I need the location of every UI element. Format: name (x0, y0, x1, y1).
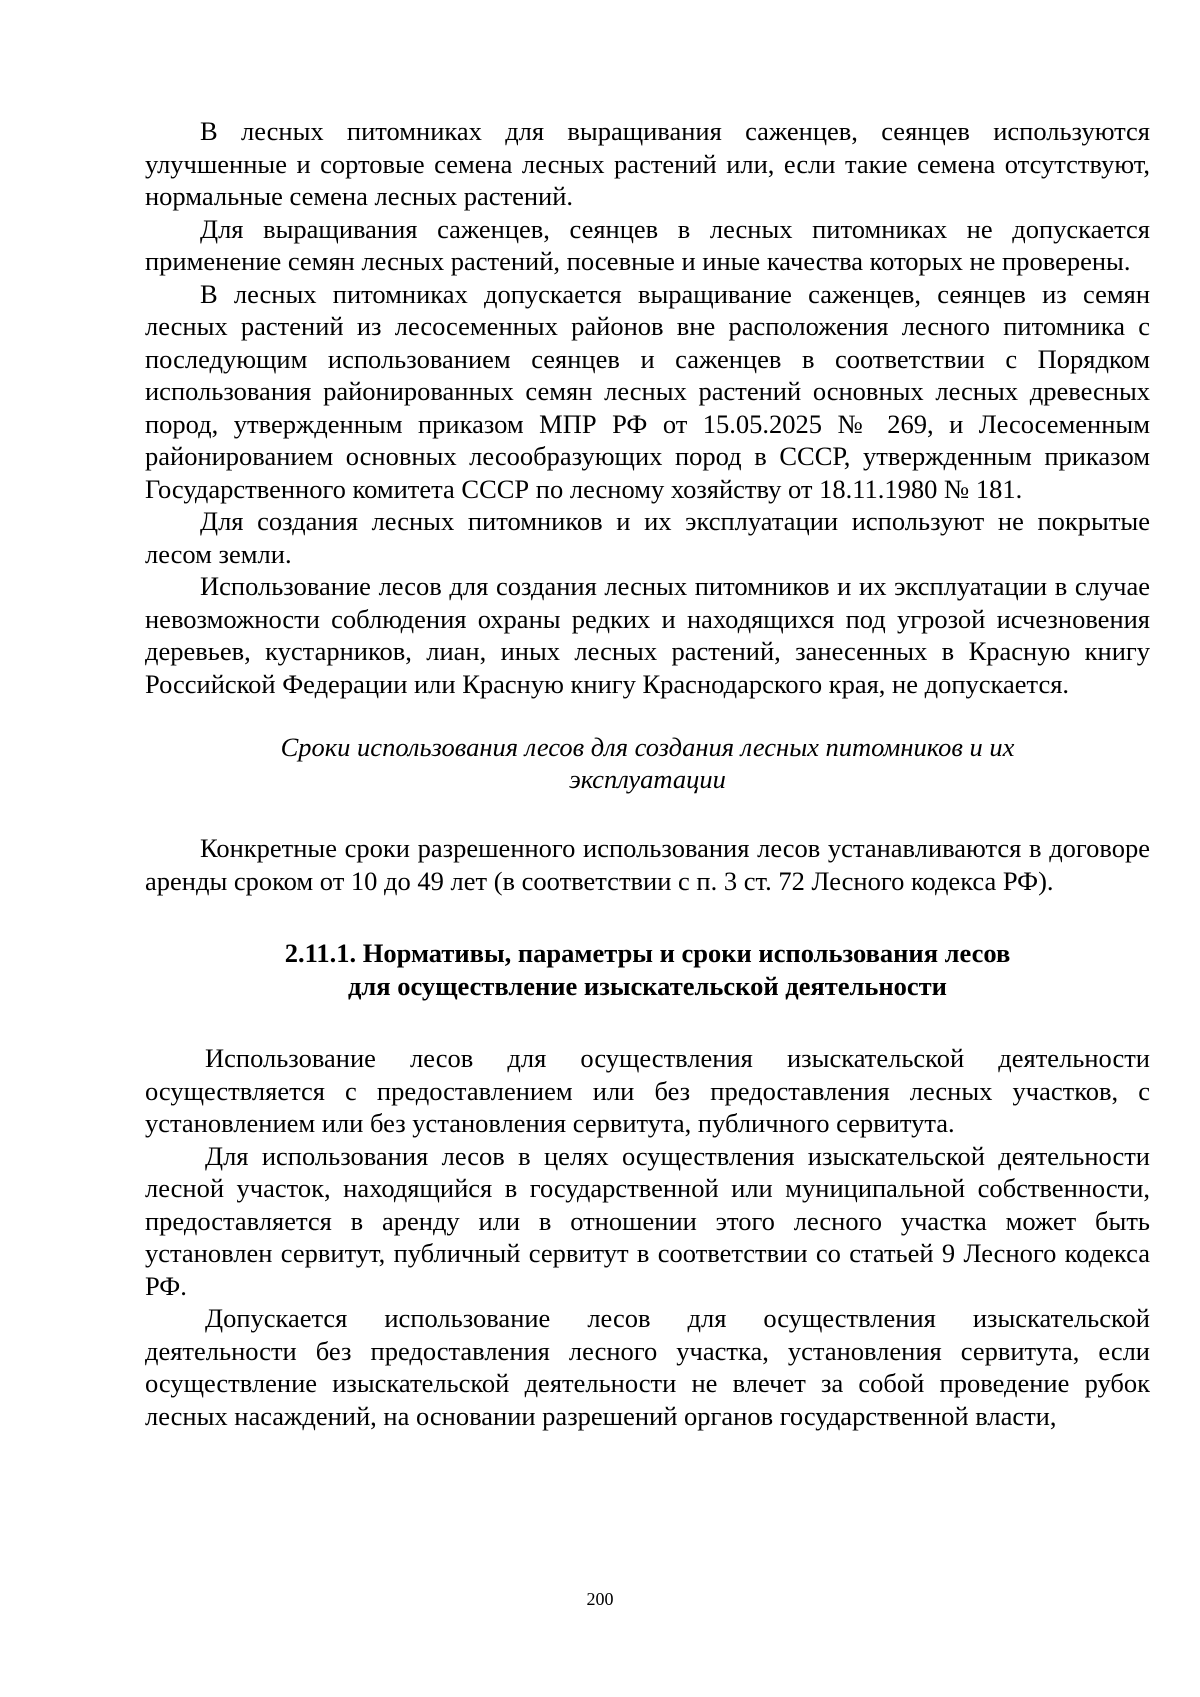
spacer (145, 795, 1150, 832)
spacer (145, 1002, 1150, 1042)
page-content (145, 115, 1150, 1432)
paragraph-red-book-restriction: Использование лесов для создания лесных питомников и их эксплуатации в случае невозможности соблюдения охраны редких и находящихся под угрозой исчезновения деревьев, кустарников, лиан, иных лесных растений, занесенных в Красную книгу Российской Федерации или Красную книгу Краснодарского края, не допускается. (145, 571, 1150, 699)
section-heading (145, 937, 1150, 1002)
section-heading-line-1: 2.11.1. Нормативы, параметры и сроки использования лесов (284, 938, 1011, 968)
paragraph-nursery-lands: Для создания лесных питомников и их эксплуатации используют не покрытые лесом земли. (145, 506, 1150, 569)
paragraph-seed-districts: В лесных питомниках допускается выращивание саженцев, сеянцев из семян лесных растений из лесосеменных районов вне расположения лесного питомника с последующим использованием сеянцев и саженцев в соответствии с Порядком использования районированных семян лесных растений основных лесных древесных пород, утвержденным приказом МПР РФ от 15.05.2025 № 269, и Лесосеменным районированием основных лесообразующих пород в СССР, утвержденным приказом Государственного комитета СССР по лесному хозяйству от 18.11.1980 № 181. (145, 278, 1150, 504)
spacer (145, 897, 1150, 937)
subheading-nursery-terms: Сроки использования лесов для создания лесных питомников и их эксплуатации (280, 732, 1015, 794)
paragraph-unverified-seeds: Для выращивания саженцев, сеянцев в лесных питомниках не допускается применение семян лесных растений, посевные и иные качества которых не проверены. (145, 213, 1150, 276)
paragraph-lease-terms: Конкретные сроки разрешенного использования лесов устанавливаются в договоре аренды сроком от 10 до 49 лет (в соответствии с п. 3 ст. 72 Лесного кодекса РФ). (145, 833, 1150, 896)
section-heading-line-2: для осуществление изыскательской деятельности (348, 970, 947, 1001)
paragraph-seed-quality: В лесных питомниках для выращивания саженцев, сеянцев используются улучшенные и сортовые семена лесных растений или, если такие семена отсутствуют, нормальные семена лесных растений. (145, 116, 1150, 211)
paragraph-lease-or-servitude: Для использования лесов в целях осуществления изыскательской деятельности лесной участок, находящийся в государственной или муниципальной собственности, предоставляется в аренду или в отношении этого лесного участка может быть установлен сервитут, публичный сервитут в соответствии со статьей 9 Лесного кодекса РФ. (145, 1140, 1150, 1301)
paragraph-without-plot: Допускается использование лесов для осуществления изыскательской деятельности без предоставления лесного участка, установления сервитута, если осуществление изыскательской деятельности не влечет за собой проведение рубок лесных насаждений, на основании разрешений органов государственной власти, (145, 1303, 1150, 1431)
page-number: 200 (586, 1589, 614, 1609)
paragraph-survey-activity: Использование лесов для осуществления изыскательской деятельности осуществляется с предоставлением или без предоставления лесных участков, с установлением или без установления сервитута, публичного сервитута. (145, 1043, 1150, 1138)
